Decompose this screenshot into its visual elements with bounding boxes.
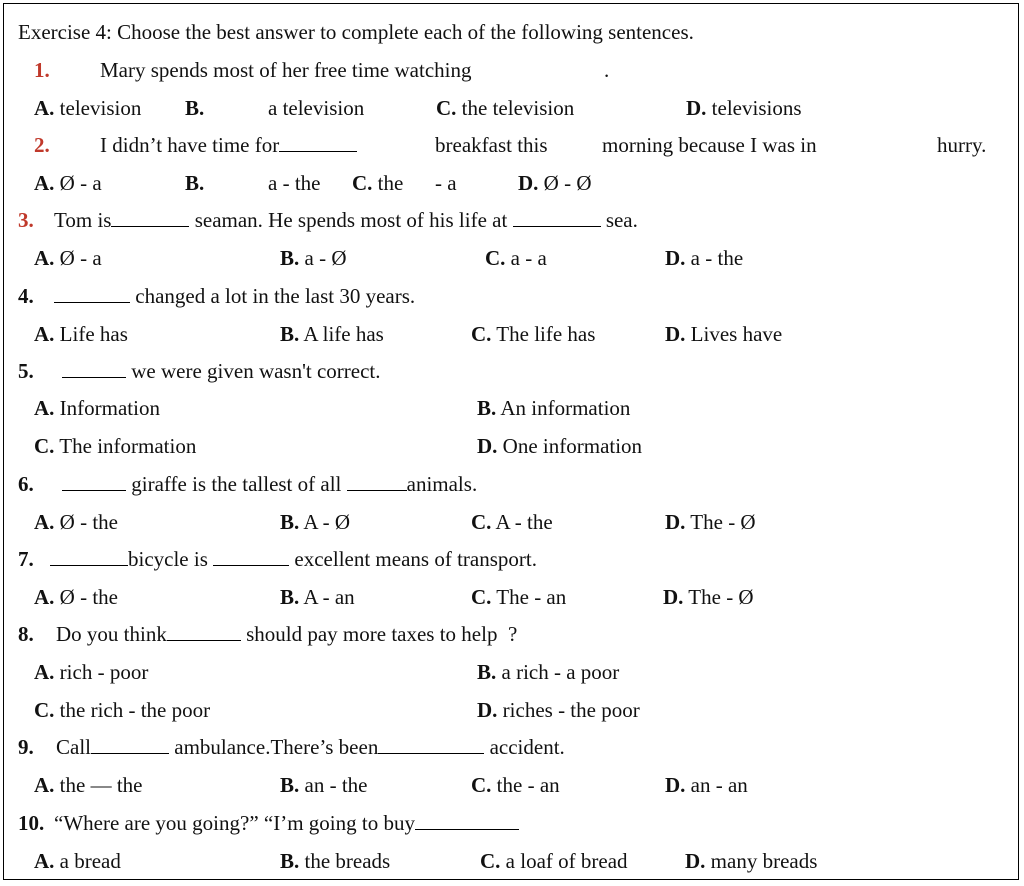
question-text: Tom is seaman. He spends most of his life at sea. <box>54 208 638 232</box>
option-c[interactable]: C. The - an <box>471 585 567 609</box>
answer-blank[interactable] <box>378 735 484 754</box>
option-d[interactable]: D. televisions <box>686 96 802 120</box>
option-b[interactable]: B. the breads <box>280 849 391 873</box>
option-d[interactable]: D. riches - the poor <box>477 698 640 722</box>
option-c[interactable]: C. the - an <box>471 773 560 797</box>
option-a[interactable]: A. a bread <box>34 849 121 873</box>
question-number: 1. <box>34 58 50 82</box>
answer-blank[interactable] <box>50 547 128 566</box>
option-d[interactable]: D. a - the <box>665 246 744 270</box>
option-c-rest[interactable]: - a <box>435 171 457 195</box>
question-text: bicycle is excellent means of transport. <box>50 547 537 571</box>
option-c[interactable]: C. the television <box>436 96 575 120</box>
option-b-letter[interactable]: B. <box>185 96 205 120</box>
question-number: 5. <box>18 359 34 383</box>
option-a[interactable]: A. Life has <box>34 322 128 346</box>
option-c[interactable]: C. the <box>352 171 404 195</box>
option-b[interactable]: a - the <box>268 171 321 195</box>
option-d[interactable]: D. The - Ø <box>663 585 754 609</box>
answer-blank[interactable] <box>513 208 601 227</box>
question-number: 8. <box>18 622 34 646</box>
question-text: we were given wasn't correct. <box>62 359 381 383</box>
question-number: 4. <box>18 284 34 308</box>
answer-blank[interactable] <box>279 133 357 152</box>
answer-blank[interactable] <box>213 547 289 566</box>
option-b[interactable]: B. A life has <box>280 322 384 346</box>
option-a[interactable]: A. Ø - the <box>34 585 118 609</box>
option-a[interactable]: A. Ø - a <box>34 171 102 195</box>
question-text-part: breakfast this <box>435 133 548 157</box>
question-text: “Where are you going?” “I’m going to buy <box>54 811 519 835</box>
option-d[interactable]: D. The - Ø <box>665 510 756 534</box>
question-text: Mary spends most of her free time watching <box>100 58 472 82</box>
option-d[interactable]: D. Ø - Ø <box>518 171 592 195</box>
option-b[interactable]: a television <box>268 96 365 120</box>
question-number: 10. <box>18 811 45 835</box>
question-text: I didn’t have time for <box>100 133 357 157</box>
option-b[interactable]: B. A - an <box>280 585 355 609</box>
answer-blank[interactable] <box>54 284 130 303</box>
option-b[interactable]: B. An information <box>477 396 631 420</box>
option-d[interactable]: D. One information <box>477 434 643 458</box>
question-number: 2. <box>34 133 50 157</box>
option-b[interactable]: B. an - the <box>280 773 368 797</box>
option-a[interactable]: A. Ø - the <box>34 510 118 534</box>
option-c[interactable]: C. A - the <box>471 510 553 534</box>
question-text-part: morning because I was in <box>602 133 817 157</box>
question-punctuation: . <box>604 58 610 82</box>
option-b-letter[interactable]: B. <box>185 171 205 195</box>
option-c[interactable]: C. a loaf of bread <box>480 849 628 873</box>
option-a[interactable]: A. Ø - a <box>34 246 102 270</box>
answer-blank[interactable] <box>91 735 169 754</box>
question-text: Call ambulance.There’s been accident. <box>56 735 565 759</box>
question-text-part: hurry. <box>937 133 987 157</box>
answer-blank[interactable] <box>167 622 241 641</box>
question-text: giraffe is the tallest of all animals. <box>62 472 477 496</box>
question-number: 6. <box>18 472 34 496</box>
answer-blank[interactable] <box>347 472 407 491</box>
option-d[interactable]: D. many breads <box>685 849 818 873</box>
option-a[interactable]: A. television <box>34 96 142 120</box>
worksheet-page <box>3 3 1019 880</box>
option-a[interactable]: A. rich - poor <box>34 660 149 684</box>
option-b[interactable]: B. a rich - a poor <box>477 660 620 684</box>
option-a[interactable]: A. the — the <box>34 773 143 797</box>
option-c[interactable]: C. The information <box>34 434 197 458</box>
option-d[interactable]: D. Lives have <box>665 322 783 346</box>
option-b[interactable]: B. A - Ø <box>280 510 351 534</box>
question-text: Do you think should pay more taxes to help ? <box>56 622 518 646</box>
option-b[interactable]: B. a - Ø <box>280 246 347 270</box>
exercise-title: Exercise 4: Choose the best answer to complete each of the following sentences. <box>18 20 694 44</box>
option-c[interactable]: C. a - a <box>485 246 547 270</box>
answer-blank[interactable] <box>111 208 189 227</box>
question-number: 9. <box>18 735 34 759</box>
answer-blank[interactable] <box>62 359 126 378</box>
answer-blank[interactable] <box>62 472 126 491</box>
question-number: 3. <box>18 208 34 232</box>
option-c[interactable]: C. The life has <box>471 322 596 346</box>
option-d[interactable]: D. an - an <box>665 773 748 797</box>
option-a[interactable]: A. Information <box>34 396 160 420</box>
option-c[interactable]: C. the rich - the poor <box>34 698 211 722</box>
answer-blank[interactable] <box>415 811 519 830</box>
question-number: 7. <box>18 547 34 571</box>
question-text: changed a lot in the last 30 years. <box>54 284 415 308</box>
